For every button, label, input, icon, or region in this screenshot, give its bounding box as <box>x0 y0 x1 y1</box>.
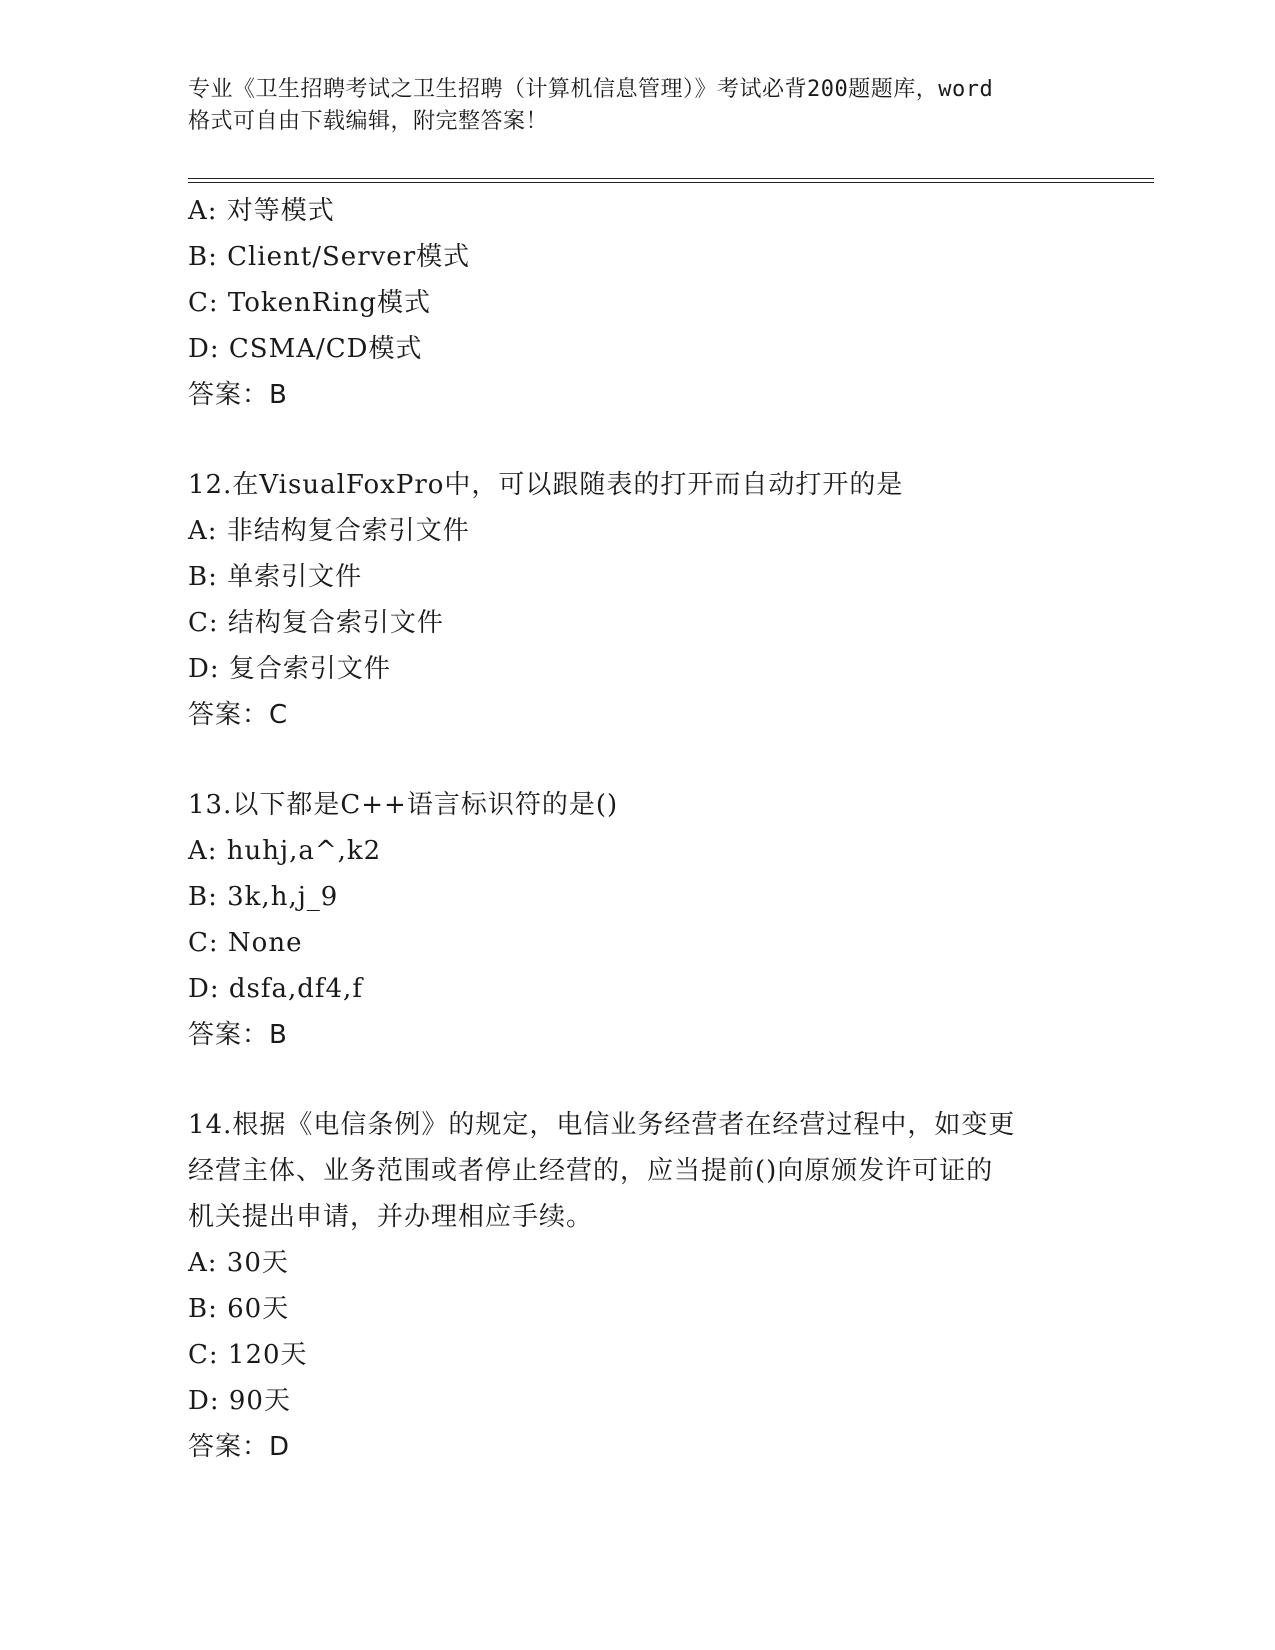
option-a: A: 30天 <box>188 1248 289 1278</box>
question-13 <box>188 782 1088 1058</box>
option-d: D: CSMA/CD模式 <box>188 334 423 364</box>
option-c: C: 结构复合索引文件 <box>188 608 444 638</box>
question-14 <box>188 1102 1088 1470</box>
option-b: B: 3k,h,j_9 <box>188 882 339 912</box>
question-list <box>188 188 1088 1470</box>
header-title-line-2: 格式可自由下载编辑，附完整答案！ <box>188 109 549 134</box>
document-header <box>188 74 1088 138</box>
answer-label: 答案：B <box>188 1020 288 1050</box>
question-spacer <box>188 418 1088 462</box>
question-stem: 12.在VisualFoxPro中，可以跟随表的打开而自动打开的是 <box>188 470 904 500</box>
answer-label: 答案：B <box>188 380 288 410</box>
answer-label: 答案：C <box>188 700 289 730</box>
option-a: A: 对等模式 <box>188 196 335 226</box>
question-stem-line-1: 14.根据《电信条例》的规定，电信业务经营者在经营过程中，如变更 <box>188 1110 1016 1140</box>
question-stem-line-3: 机关提出申请，并办理相应手续。 <box>188 1202 594 1232</box>
question-spacer <box>188 738 1088 782</box>
option-c: C: TokenRing模式 <box>188 288 432 318</box>
question-spacer <box>188 1058 1088 1102</box>
option-d: D: 90天 <box>188 1386 291 1416</box>
option-b: B: Client/Server模式 <box>188 242 471 272</box>
option-b: B: 单索引文件 <box>188 562 363 592</box>
question-stem: 13.以下都是C++语言标识符的是() <box>188 790 619 820</box>
option-c: C: 120天 <box>188 1340 308 1370</box>
option-a: A: 非结构复合索引文件 <box>188 516 470 546</box>
option-c: C: None <box>188 928 303 958</box>
question-11 <box>188 188 1088 418</box>
question-stem-line-2: 经营主体、业务范围或者停止经营的，应当提前()向原颁发许可证的 <box>188 1156 994 1186</box>
option-a: A: huhj,a^,k2 <box>188 836 382 866</box>
option-d: D: 复合索引文件 <box>188 654 391 684</box>
option-d: D: dsfa,df4,f <box>188 974 363 1004</box>
header-title-line-1: 专业《卫生招聘考试之卫生招聘（计算机信息管理）》考试必背200题题库，word <box>188 77 994 102</box>
header-divider <box>188 178 1154 183</box>
option-b: B: 60天 <box>188 1294 290 1324</box>
question-12 <box>188 462 1088 738</box>
answer-label: 答案：D <box>188 1432 291 1462</box>
